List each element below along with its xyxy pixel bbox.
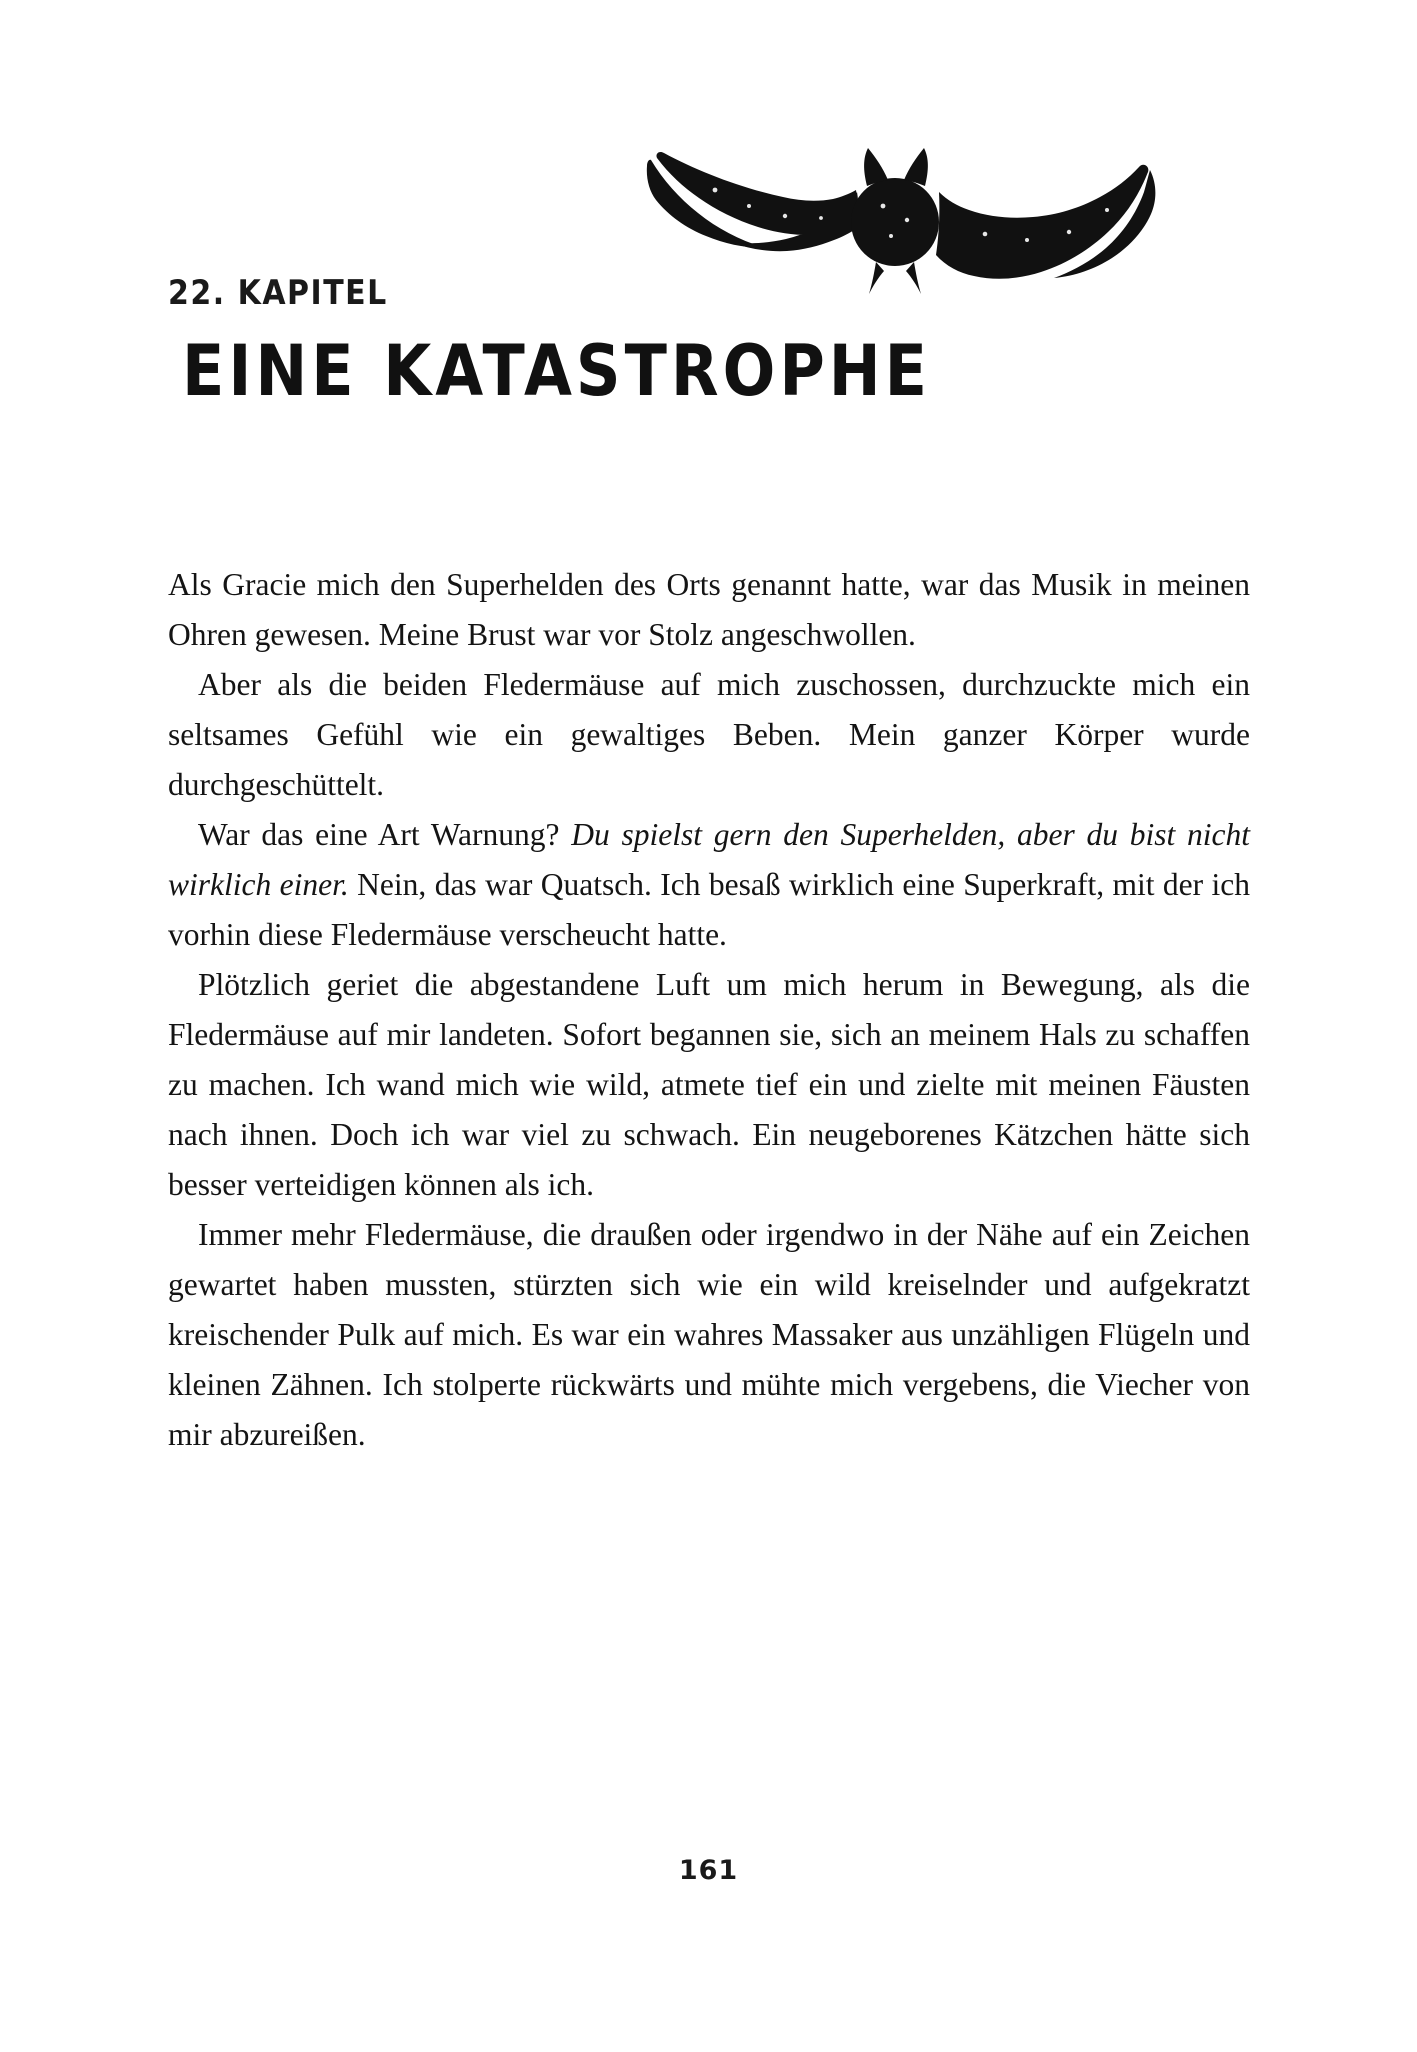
emphasis-text: Du spielst gern den Superhelden, aber du bist nicht wirklich einer.: [168, 817, 1250, 902]
page-number: 161: [678, 1855, 739, 1886]
chapter-title: EINE KATASTROPHE: [182, 328, 931, 412]
paragraph: [168, 560, 1250, 660]
paragraph: [168, 660, 1250, 810]
paragraph: [168, 960, 1250, 1210]
text-run: Immer mehr Fledermäuse, die draußen oder irgendwo in der Nähe auf ein Zeichen gewartet haben mussten, stürzten sich wie ein wild kreiselnder und aufgekratzt kreischender Pulk auf mich. Es war ein wahres Massaker aus unzähligen Flügeln und kleinen Zähnen. Ich stolperte rückwärts und mühte mich vergebens, die Viecher von mir abzureißen.: [168, 1217, 1250, 1452]
text-run: Plötzlich geriet die abgestandene Luft um mich herum in Bewegung, als die Fledermäuse auf mir landeten. Sofort begannen sie, sich an meinem Hals zu schaffen zu machen. Ich wand mich wie wild, atmete tief ein und zielte mit meinen Fäusten nach ihnen. Doch ich war viel zu schwach. Ein neugeborenes Kätzchen hätte sich besser verteidigen können als ich.: [168, 967, 1250, 1202]
paragraph: [168, 810, 1250, 960]
chapter-number: 22. KAPITEL: [168, 273, 388, 313]
text-run: Aber als die beiden Fledermäuse auf mich zuschossen, durchzuckte mich ein seltsames Gefühl wie ein gewaltiges Beben. Mein ganzer Körper wurde durchgeschüttelt.: [168, 667, 1250, 802]
text-run: Als Gracie mich den Superhelden des Orts genannt hatte, war das Musik in meinen Ohren gewesen. Meine Brust war vor Stolz angeschwollen.: [168, 567, 1250, 652]
paragraph: [168, 1210, 1250, 1460]
body-text: [168, 560, 1250, 1460]
text-run: War das eine Art Warnung?: [198, 817, 572, 852]
chapter-heading-block: [168, 273, 1268, 412]
text-run: Nein, das war Quatsch. Ich besaß wirklich eine Superkraft, mit der ich vorhin diese Fledermäuse verscheucht hatte.: [168, 867, 1251, 952]
